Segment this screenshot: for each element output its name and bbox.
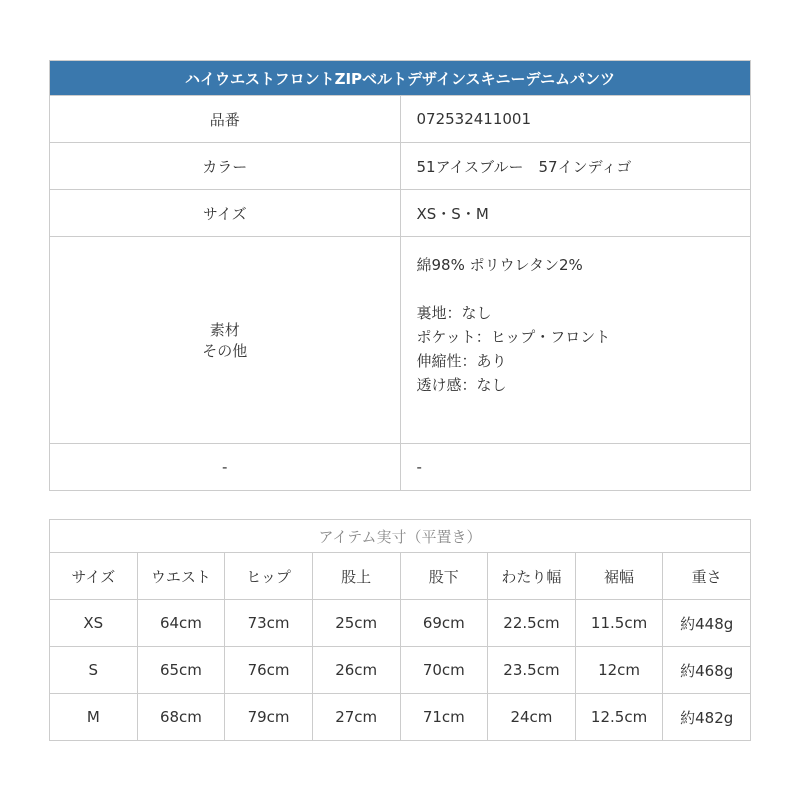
product-spec-table — [49, 60, 751, 491]
spec-value-color: 51アイスブルー 57インディゴ — [400, 143, 751, 190]
size-cell: 65cm — [137, 647, 225, 694]
spec-value-material — [400, 237, 751, 444]
size-cell: 26cm — [312, 647, 400, 694]
size-cell: S — [50, 647, 138, 694]
size-cell: M — [50, 694, 138, 741]
size-header-size: サイズ — [50, 553, 138, 600]
size-header-hem: 裾幅 — [575, 553, 663, 600]
size-table — [49, 519, 751, 741]
product-title: ハイウエストフロントZIPベルトデザインスキニーデニムパンツ — [50, 61, 751, 96]
size-cell: 68cm — [137, 694, 225, 741]
table-row — [50, 600, 751, 647]
size-cell: 27cm — [312, 694, 400, 741]
spec-value-size: XS・S・M — [400, 190, 751, 237]
size-cell: 69cm — [400, 600, 488, 647]
spec-label-item-number: 品番 — [50, 96, 401, 143]
spec-label-size: サイズ — [50, 190, 401, 237]
size-header-rise: 股上 — [312, 553, 400, 600]
spacer — [417, 277, 751, 301]
size-cell: 12.5cm — [575, 694, 663, 741]
size-cell: 70cm — [400, 647, 488, 694]
size-header-inseam: 股下 — [400, 553, 488, 600]
size-header-thigh: わたり幅 — [488, 553, 576, 600]
spec-label-material — [50, 237, 401, 444]
size-cell: 64cm — [137, 600, 225, 647]
size-header-weight: 重さ — [663, 553, 751, 600]
spec-value-item-number: 072532411001 — [400, 96, 751, 143]
table-row — [50, 647, 751, 694]
size-cell: 76cm — [225, 647, 313, 694]
size-cell: 約482g — [663, 694, 751, 741]
size-cell: 11.5cm — [575, 600, 663, 647]
table-row — [50, 694, 751, 741]
size-header-hip: ヒップ — [225, 553, 313, 600]
size-cell: 71cm — [400, 694, 488, 741]
material-detail-pocket: ポケット：ヒップ・フロント — [416, 328, 611, 346]
size-table-title: アイテム実寸（平置き） — [50, 520, 751, 553]
material-composition: 綿98% ポリウレタン2% — [416, 256, 583, 274]
size-cell: 約448g — [663, 600, 751, 647]
size-cell: 12cm — [575, 647, 663, 694]
spec-label-misc: - — [50, 444, 401, 491]
size-cell: 24cm — [488, 694, 576, 741]
spec-label-color: カラー — [50, 143, 401, 190]
material-label-line2: その他 — [202, 342, 248, 360]
size-cell: 約468g — [663, 647, 751, 694]
spec-value-misc: - — [400, 444, 751, 491]
size-cell: 23.5cm — [488, 647, 576, 694]
material-detail-sheerness: 透け感：なし — [416, 376, 507, 394]
size-header-waist: ウエスト — [137, 553, 225, 600]
material-label-line1: 素材 — [209, 321, 240, 339]
size-cell: 25cm — [312, 600, 400, 647]
size-cell: 79cm — [225, 694, 313, 741]
material-detail-stretch: 伸縮性：あり — [416, 352, 507, 370]
material-detail-lining: 裏地：なし — [416, 304, 492, 322]
size-cell: 22.5cm — [488, 600, 576, 647]
size-cell: 73cm — [225, 600, 313, 647]
size-cell: XS — [50, 600, 138, 647]
